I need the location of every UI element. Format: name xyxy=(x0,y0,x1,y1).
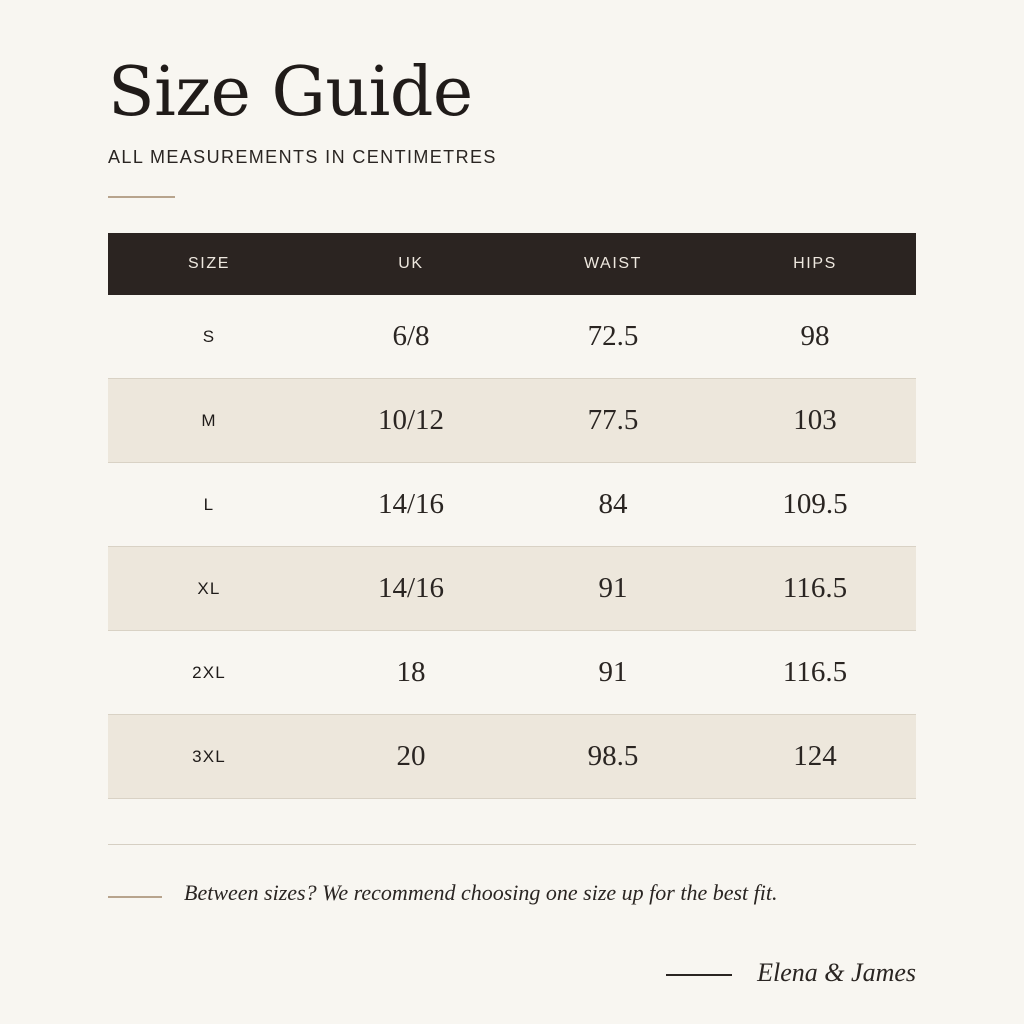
waist-cell: 91 xyxy=(512,631,714,715)
table-row xyxy=(108,463,916,547)
table-row xyxy=(108,547,916,631)
fit-recommendation-note: Between sizes? We recommend choosing one size up for the best fit. xyxy=(184,880,778,905)
waist-cell: 91 xyxy=(512,547,714,631)
note-accent-divider xyxy=(108,896,162,898)
table-row xyxy=(108,295,916,379)
size-cell: 2XL xyxy=(108,631,310,715)
uk-cell: 6/8 xyxy=(310,295,512,379)
size-cell: XL xyxy=(108,547,310,631)
table-row xyxy=(108,631,916,715)
column-header-waist: WAIST xyxy=(512,233,714,295)
hips-cell: 116.5 xyxy=(714,547,916,631)
signature: Elena & James xyxy=(757,958,916,987)
size-cell: M xyxy=(108,379,310,463)
size-cell: L xyxy=(108,463,310,547)
hips-cell: 116.5 xyxy=(714,631,916,715)
column-header-size: SIZE xyxy=(108,233,310,295)
uk-cell: 20 xyxy=(310,715,512,799)
size-cell: S xyxy=(108,295,310,379)
uk-cell: 14/16 xyxy=(310,547,512,631)
page-subtitle: ALL MEASUREMENTS IN CENTIMETRES xyxy=(108,147,497,167)
waist-cell: 98.5 xyxy=(512,715,714,799)
size-cell: 3XL xyxy=(108,715,310,799)
waist-cell: 77.5 xyxy=(512,379,714,463)
hips-cell: 124 xyxy=(714,715,916,799)
footer-divider xyxy=(108,844,916,845)
hips-cell: 98 xyxy=(714,295,916,379)
waist-cell: 84 xyxy=(512,463,714,547)
size-table xyxy=(108,233,916,799)
title-accent-divider xyxy=(108,196,175,198)
hips-cell: 109.5 xyxy=(714,463,916,547)
hips-cell: 103 xyxy=(714,379,916,463)
signature-dash xyxy=(666,974,732,976)
table-row xyxy=(108,379,916,463)
uk-cell: 10/12 xyxy=(310,379,512,463)
column-header-uk: UK xyxy=(310,233,512,295)
column-header-hips: HIPS xyxy=(714,233,916,295)
waist-cell: 72.5 xyxy=(512,295,714,379)
page-title: Size Guide xyxy=(108,53,473,132)
table-row xyxy=(108,715,916,799)
table-header-row xyxy=(108,233,916,295)
uk-cell: 18 xyxy=(310,631,512,715)
uk-cell: 14/16 xyxy=(310,463,512,547)
